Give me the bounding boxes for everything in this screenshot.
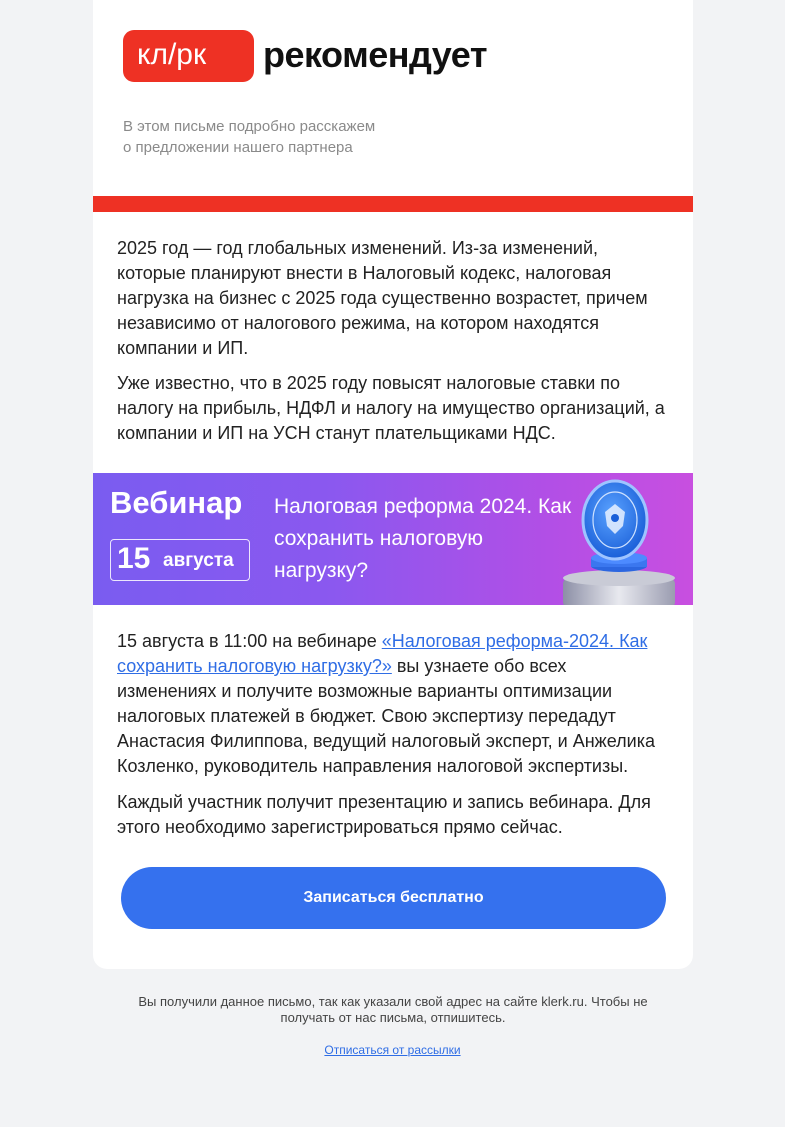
intro-paragraph: 2025 год — год глобальных изменений. Из-за изменений, которые планируют внести в Налоговый кодекс, налоговая нагрузка на бизнес с 2025 года существенно возрастет, причем независимо от налогового режима, на котором находятся компании и ИП. (117, 238, 648, 358)
tax-service-emblem-icon (543, 478, 693, 605)
logo-wordmark: кл/рк (137, 38, 207, 71)
webinar-text-before: 15 августа в 11:00 на вебинаре (117, 631, 382, 651)
klerk-logo[interactable] (123, 30, 254, 82)
webinar-text-after: вы узнаете обо всех изменениях и получите возможные варианты оптимизации налоговых платежей в бюджет. Свою экспертизу передадут Анастасия Филиппова, ведущий налоговый эксперт, и Анжелика Козленко, руководитель направления налоговой экспертизы. (117, 656, 655, 776)
email-header (93, 0, 693, 196)
banner-day: 15 (117, 542, 151, 575)
subtitle-line-1: В этом письме подробно расскажем (123, 118, 376, 135)
red-divider (93, 196, 693, 212)
email-card (93, 0, 693, 969)
webinar-title-link[interactable]: «Налоговая реформа-2024. Как сохранить налоговую нагрузку?» (117, 631, 648, 676)
banner-date-box (110, 539, 250, 581)
subtitle-line-2: о предложении нашего партнера (123, 139, 353, 156)
banner-title: Вебинар (110, 485, 243, 520)
banner-month: августа (163, 550, 234, 571)
register-free-button[interactable]: Записаться бесплатно (121, 867, 666, 929)
footer-note: Вы получили данное письмо, так как указали свой адрес на сайте klerk.ru. Чтобы не получать от нас письма, отпишитесь. (138, 994, 648, 1025)
brand-word: рекомендует (263, 34, 487, 75)
webinar-banner[interactable] (93, 473, 693, 605)
klerk-logo-mark (123, 30, 254, 82)
tax-rates-paragraph: Уже известно, что в 2025 году повысят налоговые ставки по налогу на прибыль, НДФЛ и налогу на имущество организаций, а компании и ИП на УСН станут плательщиками НДС. (117, 373, 665, 443)
registration-paragraph: Каждый участник получит презентацию и запись вебинара. Для этого необходимо зарегистрироваться прямо сейчас. (117, 792, 651, 837)
header-subtitle (123, 116, 443, 158)
webinar-paragraph (117, 629, 669, 779)
unsubscribe-link[interactable]: Отписаться от рассылки (324, 1043, 461, 1057)
banner-subtitle: Налоговая реформа 2024. Как сохранить налоговую нагрузку? (274, 495, 572, 582)
